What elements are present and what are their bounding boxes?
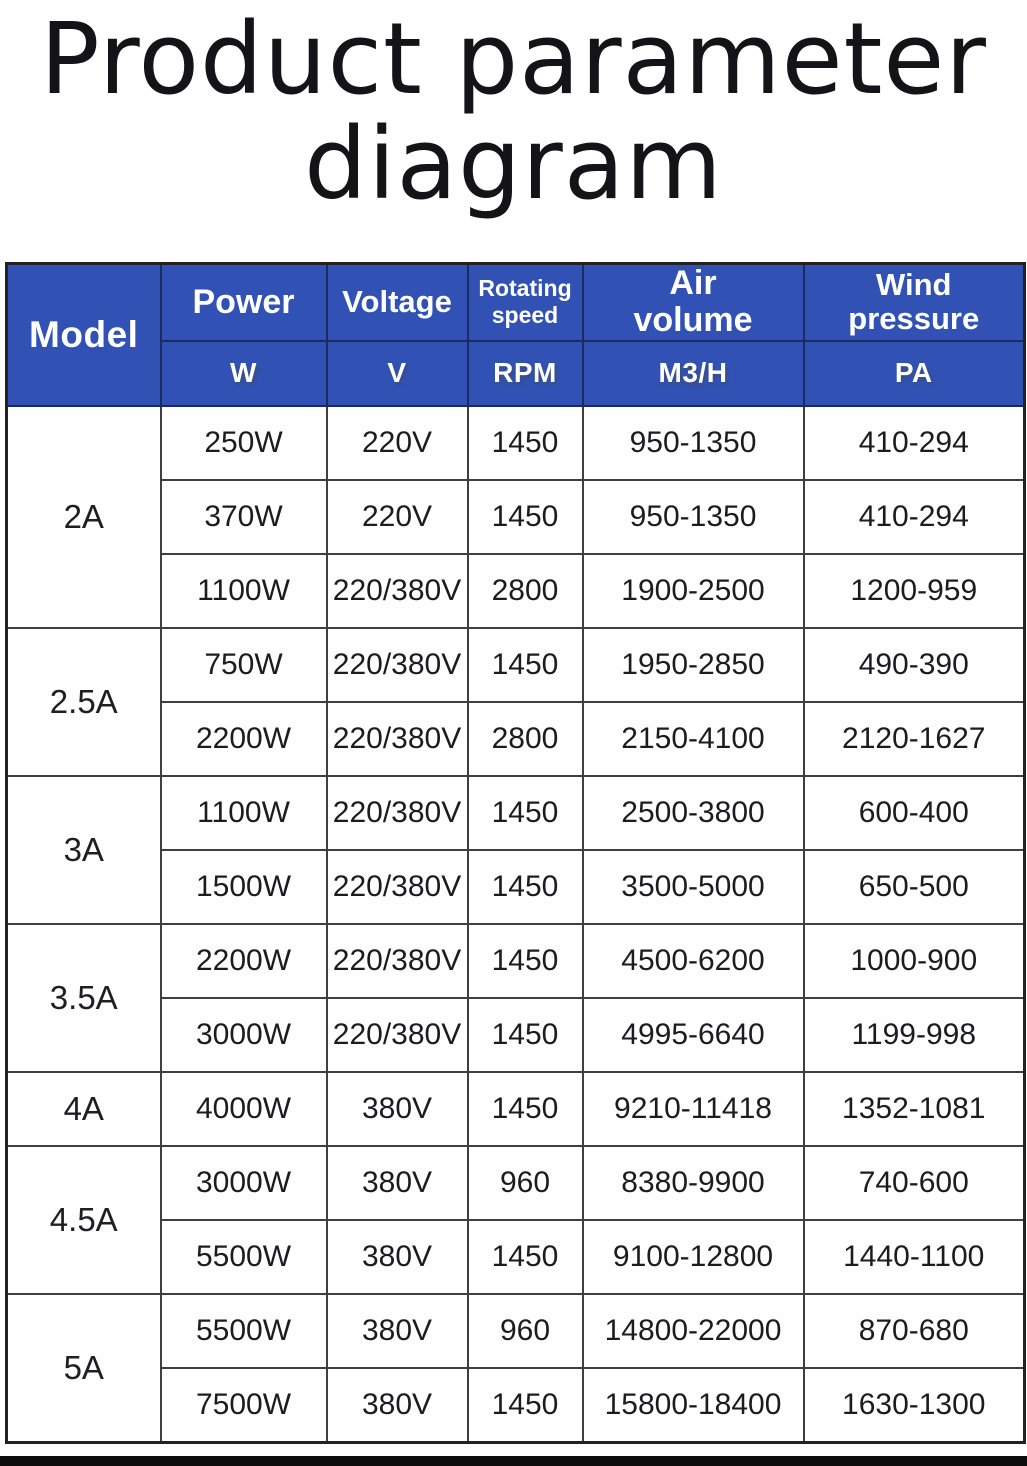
param-cell: 3000W	[161, 998, 327, 1072]
param-cell: 1100W	[161, 554, 327, 628]
param-cell: 380V	[327, 1294, 468, 1368]
param-cell: 14800-22000	[583, 1294, 804, 1368]
header-rotating-speed-line1: Rotating	[478, 274, 572, 301]
param-cell: 220/380V	[327, 628, 468, 702]
param-cell: 2800	[468, 702, 583, 776]
param-cell: 5500W	[161, 1294, 327, 1368]
param-cell: 600-400	[804, 776, 1025, 850]
header-wind-pressure-line1: Wind	[876, 267, 952, 303]
param-cell: 220/380V	[327, 702, 468, 776]
table-header	[7, 264, 1025, 406]
param-cell: 220V	[327, 406, 468, 480]
param-cell: 220/380V	[327, 998, 468, 1072]
param-cell: 370W	[161, 480, 327, 554]
param-cell: 5500W	[161, 1220, 327, 1294]
param-cell: 1950-2850	[583, 628, 804, 702]
param-cell: 4500-6200	[583, 924, 804, 998]
param-cell: 250W	[161, 406, 327, 480]
param-cell: 15800-18400	[583, 1368, 804, 1443]
param-cell: 2150-4100	[583, 702, 804, 776]
table-row	[7, 406, 1025, 480]
param-cell: 2200W	[161, 924, 327, 998]
param-cell: 1199-998	[804, 998, 1025, 1072]
param-cell: 3500-5000	[583, 850, 804, 924]
param-cell: 950-1350	[583, 406, 804, 480]
header-unit-v: V	[327, 341, 468, 406]
header-unit-w: W	[161, 341, 327, 406]
param-cell: 410-294	[804, 406, 1025, 480]
model-cell: 4A	[7, 1072, 161, 1146]
header-model: Model	[7, 264, 161, 406]
header-unit-m3h: M3/H	[583, 341, 804, 406]
param-cell: 4000W	[161, 1072, 327, 1146]
param-cell: 1100W	[161, 776, 327, 850]
param-cell: 1450	[468, 1220, 583, 1294]
param-cell: 870-680	[804, 1294, 1025, 1368]
param-cell: 1900-2500	[583, 554, 804, 628]
param-cell: 220/380V	[327, 554, 468, 628]
page-title-line1: Product parameter	[39, 2, 987, 117]
param-cell: 2500-3800	[583, 776, 804, 850]
header-voltage-line1: Voltage	[342, 284, 452, 320]
header-wind-pressure-line2: pressure	[848, 301, 980, 337]
param-cell: 960	[468, 1146, 583, 1220]
param-cell: 220/380V	[327, 850, 468, 924]
param-cell: 380V	[327, 1220, 468, 1294]
header-air-volume-line2: volume	[633, 301, 753, 340]
param-cell: 1352-1081	[804, 1072, 1025, 1146]
param-cell: 220V	[327, 480, 468, 554]
param-cell: 1450	[468, 924, 583, 998]
param-cell: 650-500	[804, 850, 1025, 924]
param-cell: 380V	[327, 1146, 468, 1220]
param-cell: 8380-9900	[583, 1146, 804, 1220]
param-cell: 7500W	[161, 1368, 327, 1443]
header-unit-rpm: RPM	[468, 341, 583, 406]
product-parameter-table	[5, 262, 1026, 1444]
param-cell: 1450	[468, 776, 583, 850]
param-cell: 1630-1300	[804, 1368, 1025, 1443]
table-row	[7, 924, 1025, 998]
table-body	[7, 406, 1025, 1443]
page-title-line2: diagram	[304, 106, 723, 222]
param-cell: 220/380V	[327, 776, 468, 850]
header-voltage	[327, 264, 468, 341]
header-wind-pressure	[804, 264, 1025, 341]
bottom-divider-bar	[0, 1456, 1027, 1466]
param-cell: 220/380V	[327, 924, 468, 998]
table-row	[7, 1072, 1025, 1146]
header-unit-pa: PA	[804, 341, 1025, 406]
model-cell: 4.5A	[7, 1146, 161, 1294]
param-cell: 2200W	[161, 702, 327, 776]
param-cell: 1450	[468, 628, 583, 702]
header-air-volume-line1: Air	[669, 264, 717, 302]
param-cell: 1450	[468, 1072, 583, 1146]
table-row	[7, 628, 1025, 702]
header-power-line1: Power	[192, 282, 295, 321]
param-cell: 740-600	[804, 1146, 1025, 1220]
page-title	[0, 0, 1027, 222]
model-cell: 3A	[7, 776, 161, 924]
param-cell: 490-390	[804, 628, 1025, 702]
param-cell: 960	[468, 1294, 583, 1368]
param-cell: 9210-11418	[583, 1072, 804, 1146]
model-cell: 3.5A	[7, 924, 161, 1072]
param-cell: 1450	[468, 998, 583, 1072]
param-cell: 9100-12800	[583, 1220, 804, 1294]
param-cell: 1450	[468, 1368, 583, 1443]
param-cell: 750W	[161, 628, 327, 702]
param-cell: 1000-900	[804, 924, 1025, 998]
param-cell: 4995-6640	[583, 998, 804, 1072]
header-air-volume	[583, 264, 804, 341]
param-cell: 2120-1627	[804, 702, 1025, 776]
model-cell: 5A	[7, 1294, 161, 1443]
model-cell: 2.5A	[7, 628, 161, 776]
header-rotating-speed-line2: speed	[491, 302, 559, 329]
model-cell: 2A	[7, 406, 161, 628]
param-cell: 3000W	[161, 1146, 327, 1220]
param-cell: 1200-959	[804, 554, 1025, 628]
table-row	[7, 1294, 1025, 1368]
table-row	[7, 1146, 1025, 1220]
param-cell: 1450	[468, 406, 583, 480]
param-cell: 380V	[327, 1368, 468, 1443]
header-power	[161, 264, 327, 341]
header-rotating-speed	[468, 264, 583, 341]
param-cell: 380V	[327, 1072, 468, 1146]
table-row	[7, 776, 1025, 850]
param-cell: 2800	[468, 554, 583, 628]
param-cell: 410-294	[804, 480, 1025, 554]
param-cell: 1500W	[161, 850, 327, 924]
table-header-row-labels	[7, 264, 1025, 341]
param-cell: 1440-1100	[804, 1220, 1025, 1294]
param-cell: 950-1350	[583, 480, 804, 554]
param-cell: 1450	[468, 850, 583, 924]
param-cell: 1450	[468, 480, 583, 554]
